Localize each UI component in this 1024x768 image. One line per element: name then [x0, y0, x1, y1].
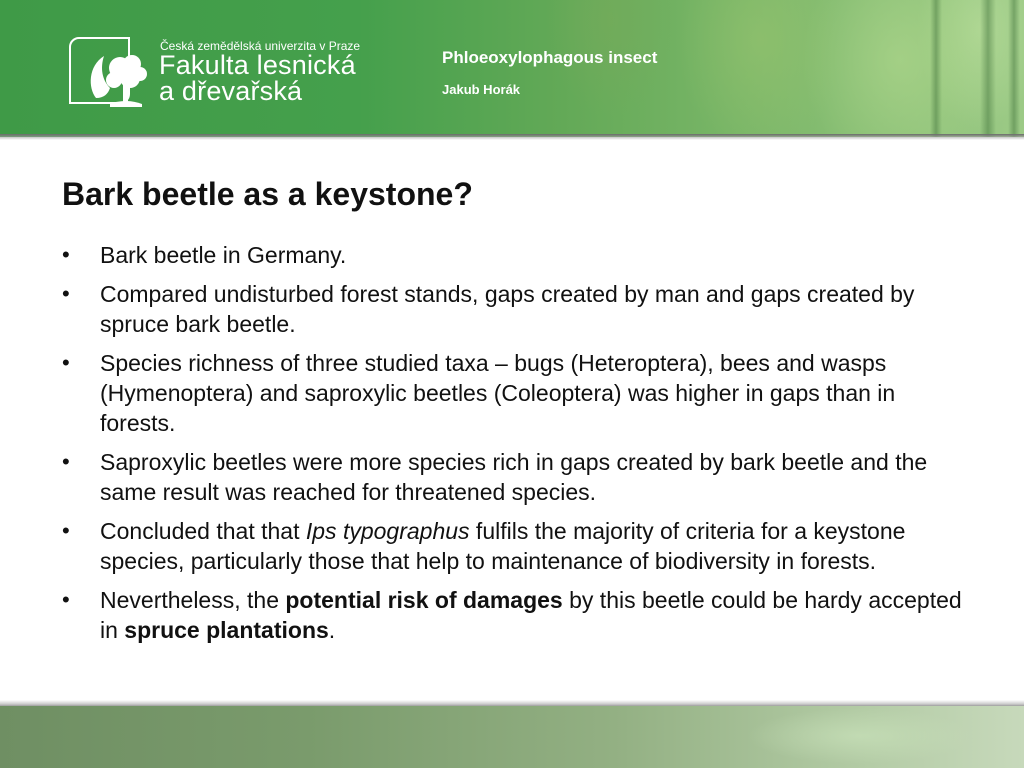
bullet-text-bold: spruce plantations [124, 617, 329, 643]
header-banner [0, 0, 1024, 137]
bullet-marker: • [62, 281, 70, 306]
bullet-text: Bark beetle in Germany. [100, 242, 347, 268]
bullet-text: Concluded that that [100, 518, 306, 544]
bullet-text: Saproxylic beetles were more species rich in gaps created by bark beetle and the same result was reached for threatened species. [100, 449, 928, 505]
bullet-text: fulfils the majority of criteria for a keystone species, particularly those that help to maintenance of biodiversity in forests. [100, 518, 906, 574]
bullet-item [62, 585, 962, 645]
bullet-text: by this beetle could be hardy accepted in [100, 587, 962, 643]
bullet-text: . [328, 617, 336, 643]
bullet-item [62, 348, 962, 438]
header-divider [0, 134, 1024, 140]
bullet-text: Nevertheless, the [100, 587, 286, 613]
bullet-marker: • [62, 242, 70, 267]
bullet-item [62, 279, 962, 339]
footer-band [0, 706, 1024, 768]
bullet-marker: • [62, 518, 70, 543]
university-name: Česká zemědělská univerzita v Praze [160, 39, 361, 53]
bullet-text: Compared undisturbed forest stands, gaps created by man and gaps created by spruce bark beetle. [100, 281, 915, 337]
bullet-list [62, 240, 962, 654]
bullet-text: Species richness of three studied taxa – bugs (Heteroptera), bees and wasps (Hymenoptera) and saproxylic beetles (Coleoptera) was higher in gaps than in forests. [100, 350, 896, 436]
author-name: Jakub Horák [442, 82, 521, 97]
bullet-text-bold: potential risk of damages [285, 587, 563, 613]
faculty-name-line2: a dřevařská [159, 76, 303, 106]
bullet-marker: • [62, 587, 70, 612]
bullet-text-italic: Ips typographus [305, 518, 470, 544]
bullet-marker: • [62, 449, 70, 474]
bullet-item [62, 447, 962, 507]
bullet-item [62, 516, 962, 576]
tree-leaf-logo-icon [84, 44, 156, 110]
bullet-item [62, 240, 962, 270]
tree-trunk-decoration [980, 0, 996, 137]
course-title: Phloeoxylophagous insect [442, 48, 658, 67]
tree-trunk-decoration [930, 0, 942, 137]
tree-trunk-decoration [1008, 0, 1020, 137]
faculty-name-line1: Fakulta lesnická [159, 50, 356, 80]
bullet-marker: • [62, 350, 70, 375]
slide-title: Bark beetle as a keystone? [62, 176, 473, 212]
